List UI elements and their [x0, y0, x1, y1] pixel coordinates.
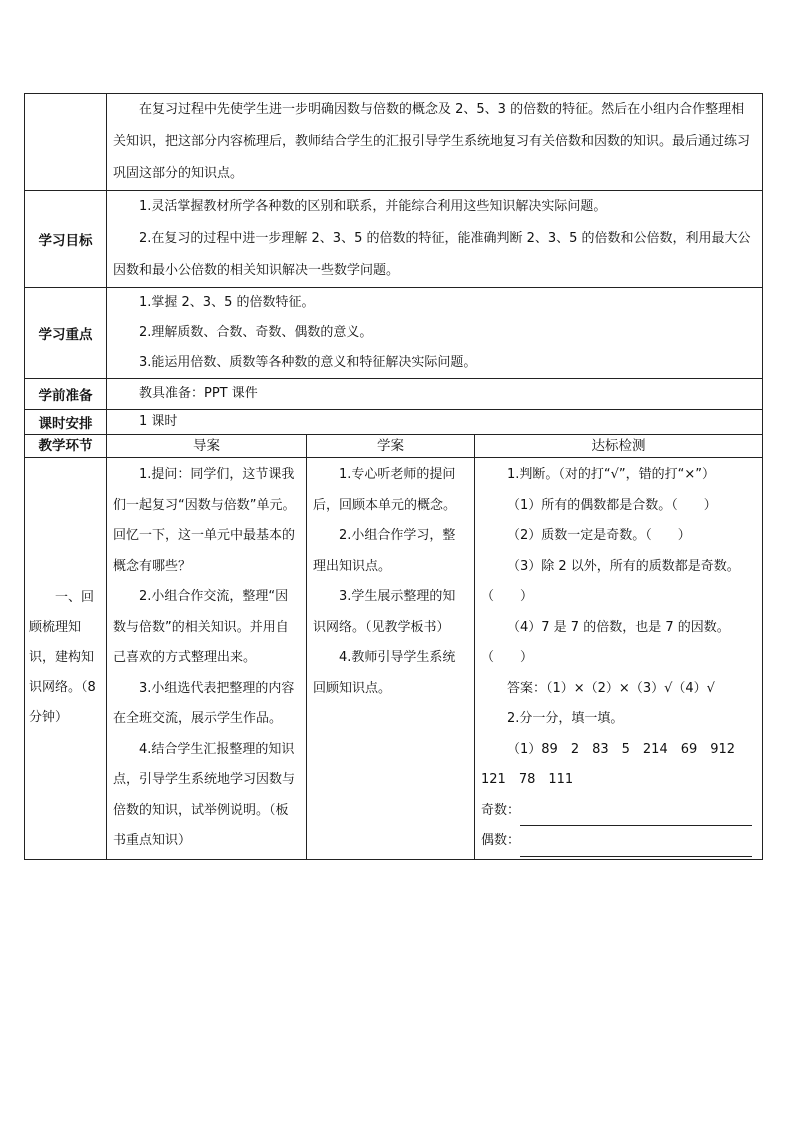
check-q2-numbers: （1）89 2 83 5 214 69 912 121 78 111	[481, 741, 749, 787]
even-label: 偶数：	[481, 833, 521, 848]
col-check-header: 达标检测	[475, 435, 763, 458]
guide-cell	[107, 458, 307, 860]
check-q2: 2.分一分，填一填。	[507, 711, 624, 726]
guide-item: 1.提问：同学们，这节课我们一起复习“因数与倍数”单元。回忆一下，这一单元中最基本的概念有哪些？	[113, 467, 296, 574]
study-item: 4.教师引导学生系统回顾知识点。	[313, 650, 456, 696]
lesson-plan-sheet	[24, 93, 762, 860]
column-header-row	[25, 435, 763, 458]
study-item: 2.小组合作学习，整理出知识点。	[313, 528, 456, 574]
intro-row	[25, 94, 763, 191]
odd-answer-line[interactable]	[520, 805, 752, 826]
check-q1: 1.判断。（对的打“√”，错的打“×”）	[507, 467, 716, 482]
odd-label: 奇数：	[481, 802, 521, 818]
guide-item: 3.小组选代表把整理的内容在全班交流，展示学生作品。	[113, 680, 295, 726]
goals-row	[25, 191, 763, 288]
check-q1-item: （3）除 2 以外，所有的质数都是奇数。（ ）	[481, 558, 740, 604]
prep-value: 教具准备：PPT 课件	[139, 386, 258, 401]
lesson-plan-table	[24, 93, 763, 860]
check-cell	[475, 458, 763, 860]
prep-cell	[107, 379, 763, 410]
intro-label-cell	[25, 94, 107, 191]
stage1-label: 一、回顾梳理知识，建构知识网络。（8 分钟）	[29, 590, 96, 726]
schedule-row	[25, 410, 763, 435]
prep-label: 学前准备	[25, 379, 107, 410]
check-answer: 答案：（1）×（2）×（3）√（4）√	[507, 680, 715, 696]
even-row	[475, 826, 762, 859]
stage1-row	[25, 458, 763, 860]
check-q1-item: （4）7 是 7 的倍数，也是 7 的因数。（ ）	[481, 619, 730, 665]
focus-item: 2.理解质数、合数、奇数、偶数的意义。	[139, 325, 373, 340]
goals-cell	[107, 191, 763, 288]
focus-item: 1.掌握 2、3、5 的倍数特征。	[139, 295, 315, 310]
goal-item: 1.灵活掌握教材所学各种数的区别和联系，并能综合利用这些知识解决实际问题。	[139, 199, 607, 214]
study-cell	[307, 458, 475, 860]
focus-row	[25, 288, 763, 379]
goals-label: 学习目标	[25, 191, 107, 288]
focus-item: 3.能运用倍数、质数等各种数的意义和特征解决实际问题。	[139, 355, 477, 370]
check-q1-item: （1）所有的偶数都是合数。（ ）	[507, 497, 717, 513]
schedule-value: 1 课时	[139, 414, 178, 429]
prep-row	[25, 379, 763, 410]
schedule-label: 课时安排	[25, 410, 107, 435]
stage1-label-cell	[25, 458, 107, 860]
focus-label: 学习重点	[25, 288, 107, 379]
even-answer-line[interactable]	[520, 836, 752, 857]
study-item: 3.学生展示整理的知识网络。（见教学板书）	[313, 589, 456, 635]
study-item: 1.专心听老师的提问后，回顾本单元的概念。	[313, 467, 457, 513]
focus-cell	[107, 288, 763, 379]
intro-text: 在复习过程中先使学生进一步明确因数与倍数的概念及 2、5、3 的倍数的特征。然后在小组内合作整理相关知识，把这部分内容梳理后，教师结合学生的汇报引导学生系统地复习有关倍数和因数的知识。最后通过练习巩固这部分的知识点。	[113, 102, 751, 181]
col-stage-header: 教学环节	[25, 435, 107, 458]
col-guide-header: 导案	[107, 435, 307, 458]
guide-item: 2.小组合作交流，整理“因数与倍数”的相关知识。并用自己喜欢的方式整理出来。	[113, 589, 289, 665]
col-study-header: 学案	[307, 435, 475, 458]
check-q1-item: （2）质数一定是奇数。（ ）	[507, 528, 691, 543]
intro-cell	[107, 94, 763, 191]
goal-item: 2.在复习的过程中进一步理解 2、3、5 的倍数的特征，能准确判断 2、3、5 的倍数和公倍数，利用最大公因数和最小公倍数的相关知识解决一些数学问题。	[113, 231, 751, 278]
schedule-cell	[107, 410, 763, 435]
guide-item: 4.结合学生汇报整理的知识点，引导学生系统地学习因数与倍数的知识，试举例说明。（板书重点知识）	[113, 741, 296, 848]
odd-row	[475, 796, 762, 827]
